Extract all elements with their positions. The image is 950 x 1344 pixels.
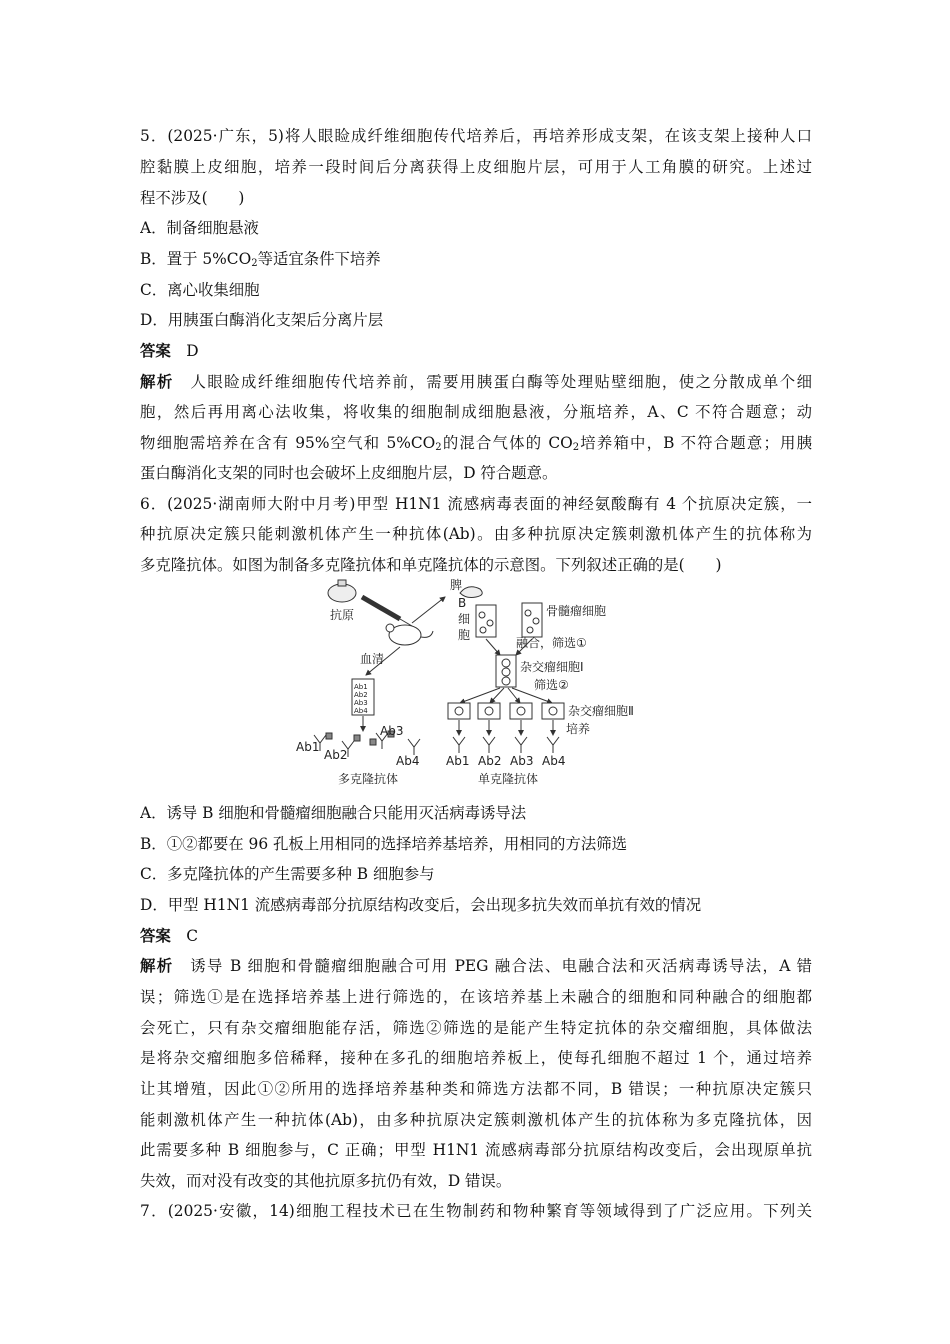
label-hybridoma-1: 杂交瘤细胞Ⅰ: [520, 660, 584, 674]
label-hybridoma-2: 杂交瘤细胞Ⅱ: [568, 704, 634, 718]
label-fusion-screen-1: 融合，筛选①: [516, 636, 587, 650]
explanation-label: 解析: [140, 957, 174, 975]
label-polyclonal: 多克隆抗体: [338, 772, 399, 786]
label-poly-ab2: Ab2: [324, 748, 348, 762]
label-tube-ab3: Ab3: [354, 699, 368, 707]
q6-stem-line-2: 种抗原决定簇只能刺激机体产生一种抗体(Ab)。由多种抗原决定簇刺激机体产生的抗体称为: [140, 525, 812, 543]
label-tube-ab2: Ab2: [354, 691, 368, 699]
q6-option-a: A．诱导 B 细胞和骨髓瘤细胞融合只能用灭活病毒诱导法: [140, 804, 527, 822]
q5-option-d: D．用胰蛋白酶消化支架后分离片层: [140, 311, 384, 329]
answer-label: 答案: [140, 342, 171, 360]
q6-explanation-line-3: 会死亡，只有杂交瘤细胞能存活，筛选②筛选的是能产生特定抗体的杂交瘤细胞，具体做法: [140, 1019, 812, 1037]
explanation-label: 解析: [140, 373, 174, 391]
mouse-icon: [386, 624, 433, 645]
q6-explanation-line-7: 此需要多种 B 细胞参与，C 正确；甲型 H1N1 流感病毒部分抗原结构改变后，会出现原单抗: [140, 1141, 812, 1159]
q6-answer: [140, 926, 812, 946]
label-mono-ab1: Ab1: [446, 754, 470, 768]
q6-stem-line-3: 多克隆抗体。如图为制备多克隆抗体和单克隆抗体的示意图。下列叙述正确的是( ): [140, 556, 722, 574]
antigen-bottle-icon: [328, 580, 356, 602]
q5-answer: [140, 341, 812, 361]
answer-label: 答案: [140, 927, 171, 945]
label-myeloma: 骨髓瘤细胞: [546, 604, 607, 618]
label-mono-ab2: Ab2: [478, 754, 502, 768]
label-b-cell-1: B: [458, 596, 467, 610]
q6-explanation-line-2: 误；筛选①是在选择培养基上进行筛选的，在该培养基上未融合的细胞和同种融合的细胞都: [140, 988, 812, 1006]
q5-explanation-line-4: 蛋白酶消化支架的同时也会破坏上皮细胞片层，D 符合题意。: [140, 464, 558, 482]
q5-explanation-line-1: 解析 人眼睑成纤维细胞传代培养前，需要用胰蛋白酶等处理贴壁细胞，使之分散成单个细: [140, 373, 812, 391]
answer-value: C: [186, 927, 198, 945]
q5-option-b: B．置于 $5\%CO_2$等适宜条件下培养: [140, 250, 381, 269]
q5-option-a: A．制备细胞悬液: [140, 219, 259, 237]
q5-explanation-line-3: 物细胞需培养在含有 95%空气和 $5\%CO_2$的混合气体的 $CO_2$培养箱中，B 不符合题意；用胰: [140, 434, 812, 453]
q6-stem-line-1: 6．(2025·湖南师大附中月考)甲型 H1N1 流感病毒表面的神经氨酸酶有 4 个抗原决定簇，一: [140, 495, 812, 513]
label-tube-ab1: Ab1: [354, 683, 368, 691]
label-screen-2: 筛选②: [534, 678, 569, 692]
syringe-icon: [362, 597, 412, 626]
q6-explanation-line-4: 是将杂交瘤细胞多倍稀释，接种在多孔的细胞培养板上，使每孔细胞不超过 1 个，通过培养: [140, 1049, 812, 1067]
q6-explanation-line-6: 能刺激机体产生一种抗体(Ab)，由多种抗原决定簇刺激机体产生的抗体称为多克隆抗体，因: [140, 1111, 812, 1129]
label-poly-ab1: Ab1: [296, 740, 320, 754]
label-spleen: 脾: [450, 578, 463, 592]
hybridoma-2-wells-icon: [448, 703, 564, 719]
q5-stem-line-2: 腔黏膜上皮细胞，培养一段时间后分离获得上皮细胞片层，可用于人工角膜的研究。上述过: [140, 158, 812, 176]
b-cell-tube-icon: [476, 605, 496, 637]
myeloma-tube-icon: [522, 603, 542, 637]
hybridoma-1-tube-icon: [496, 655, 516, 687]
label-mono-ab3: Ab3: [510, 754, 534, 768]
q6-explanation-line-8: 失效，而对没有改变的其他抗原多抗仍有效，D 错误。: [140, 1172, 512, 1190]
label-antigen: 抗原: [330, 608, 355, 622]
q6-explanation-line-1: 解析 诱导 B 细胞和骨髓瘤细胞融合可用 PEG 融合法、电融合法和灭活病毒诱导法，A 错: [140, 957, 812, 975]
q5-stem-line-3: 程不涉及( ): [140, 189, 245, 207]
q5-explanation-line-2: 胞，然后再用离心法收集，将收集的细胞制成细胞悬液，分瓶培养，A、C 不符合题意；动: [140, 403, 812, 421]
q6-option-d: D．甲型 H1N1 流感病毒部分抗原结构改变后，会出现多抗失效而单抗有效的情况: [140, 896, 702, 914]
q5-stem-line-1: 5．(2025·广东，5)将人眼睑成纤维细胞传代培养后，再培养形成支架，在该支架上接种人口: [140, 127, 812, 145]
q6-option-c: C．多克隆抗体的产生需要多种 B 细胞参与: [140, 865, 435, 883]
label-b-cell-3: 胞: [458, 628, 471, 642]
q7-stem-line-1: 7．(2025·安徽，14)细胞工程技术已在生物制药和物种繁育等领域得到了广泛应用。下列关: [140, 1202, 812, 1220]
label-b-cell-2: 细: [458, 612, 471, 626]
label-tube-ab4: Ab4: [354, 707, 368, 715]
label-serum: 血清: [360, 652, 385, 666]
antibody-preparation-diagram: [290, 575, 660, 793]
monoclonal-antibody-icons: [453, 737, 559, 753]
q6-explanation-line-5: 让其增殖，因此①②所用的选择培养基种类和筛选方法都不同，B 错误；一种抗原决定簇只: [140, 1080, 812, 1098]
label-poly-ab4: Ab4: [396, 754, 420, 768]
q5-option-c: C．离心收集细胞: [140, 281, 260, 299]
q6-option-b: B．①②都要在 96 孔板上用相同的选择培养基培养，用相同的方法筛选: [140, 835, 628, 853]
label-culture: 培养: [566, 722, 591, 736]
label-monoclonal: 单克隆抗体: [478, 772, 539, 786]
answer-value: D: [186, 342, 199, 360]
label-mono-ab4: Ab4: [542, 754, 566, 768]
label-poly-ab3: Ab3: [380, 724, 404, 738]
